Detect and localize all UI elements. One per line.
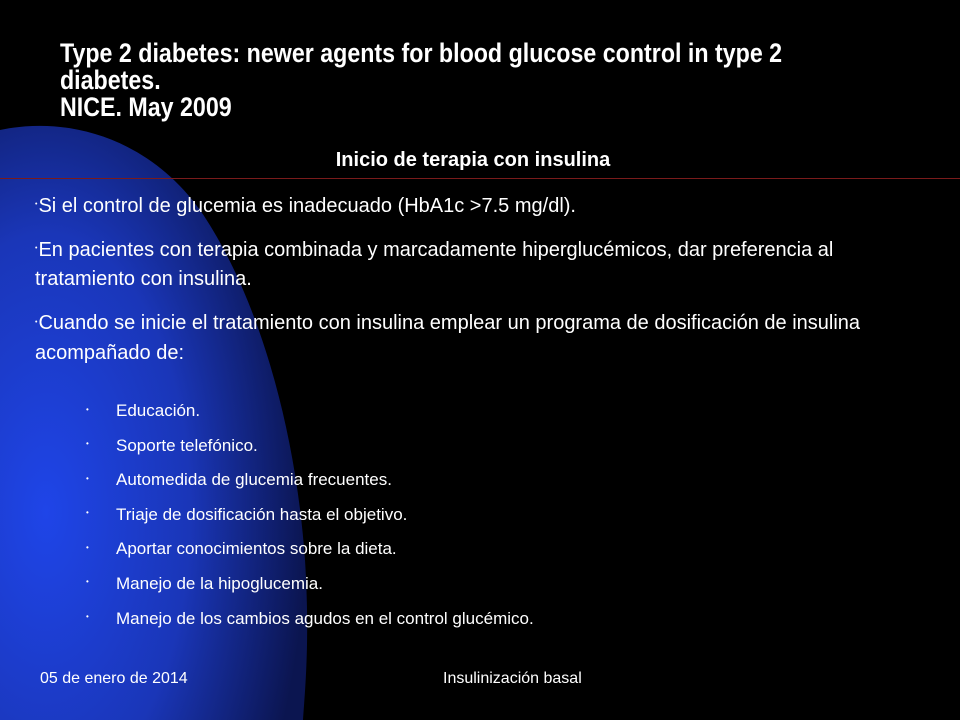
bullet-dot-icon: • bbox=[35, 245, 38, 253]
slide-subtitle: Inicio de terapia con insulina bbox=[335, 149, 611, 171]
sub-bullet-item bbox=[86, 536, 926, 571]
sub-bullet-text: Automedida de glucemia frecuentes. bbox=[116, 470, 392, 490]
bullet-dot-icon: • bbox=[86, 577, 89, 587]
bullet-dot-icon: • bbox=[86, 473, 89, 483]
bullet-text: En pacientes con terapia combinada y marcadamente hiperglucémicos, dar preferencia al tratamiento con insulina. bbox=[35, 239, 834, 291]
bullet-item bbox=[35, 192, 935, 221]
sub-bullet-item bbox=[86, 502, 926, 537]
sub-bullet-text: Triaje de dosificación hasta el objetivo. bbox=[116, 504, 408, 524]
sub-bullet-item bbox=[86, 571, 926, 606]
footer-date: 05 de enero de 2014 bbox=[40, 670, 188, 687]
bullet-dot-icon: • bbox=[86, 508, 89, 518]
bullet-dot-icon: • bbox=[86, 404, 89, 414]
title-line: diabetes. bbox=[60, 65, 161, 95]
sub-bullet-text: Soporte telefónico. bbox=[116, 435, 258, 455]
sub-bullet-text: Manejo de los cambios agudos en el control glucémico. bbox=[116, 608, 534, 628]
sub-bullet-item bbox=[86, 606, 926, 641]
sub-bullet-list bbox=[86, 398, 926, 640]
divider-line bbox=[0, 178, 960, 179]
bullet-item bbox=[35, 309, 935, 367]
sub-bullet-item bbox=[86, 433, 926, 468]
sub-bullet-text: Aportar conocimientos sobre la dieta. bbox=[116, 539, 397, 559]
title-line: Type 2 diabetes: newer agents for blood glucose control in type 2 bbox=[60, 38, 783, 68]
sub-bullet-text: Educación. bbox=[116, 401, 201, 420]
bullet-dot-icon: • bbox=[86, 612, 89, 622]
bullet-dot-icon: • bbox=[86, 439, 89, 449]
bullet-text: Si el control de glucemia es inadecuado (HbA1c >7.5 mg/dl). bbox=[38, 195, 576, 217]
bullet-dot-icon: • bbox=[35, 201, 38, 209]
bullet-dot-icon: • bbox=[35, 318, 38, 326]
footer-topic: Insulinización basal bbox=[443, 670, 582, 687]
sub-bullet-text: Manejo de la hipoglucemia. bbox=[116, 573, 323, 593]
bullet-text: Cuando se inicie el tratamiento con insulina emplear un programa de dosificación de insulina acompañado de: bbox=[35, 312, 861, 364]
bullet-list bbox=[35, 192, 935, 383]
slide-title bbox=[60, 40, 817, 121]
title-line: NICE. May 2009 bbox=[60, 92, 232, 122]
bullet-dot-icon: • bbox=[86, 542, 89, 552]
bullet-item bbox=[35, 236, 935, 294]
sub-bullet-item bbox=[86, 398, 926, 433]
sub-bullet-item bbox=[86, 467, 926, 502]
